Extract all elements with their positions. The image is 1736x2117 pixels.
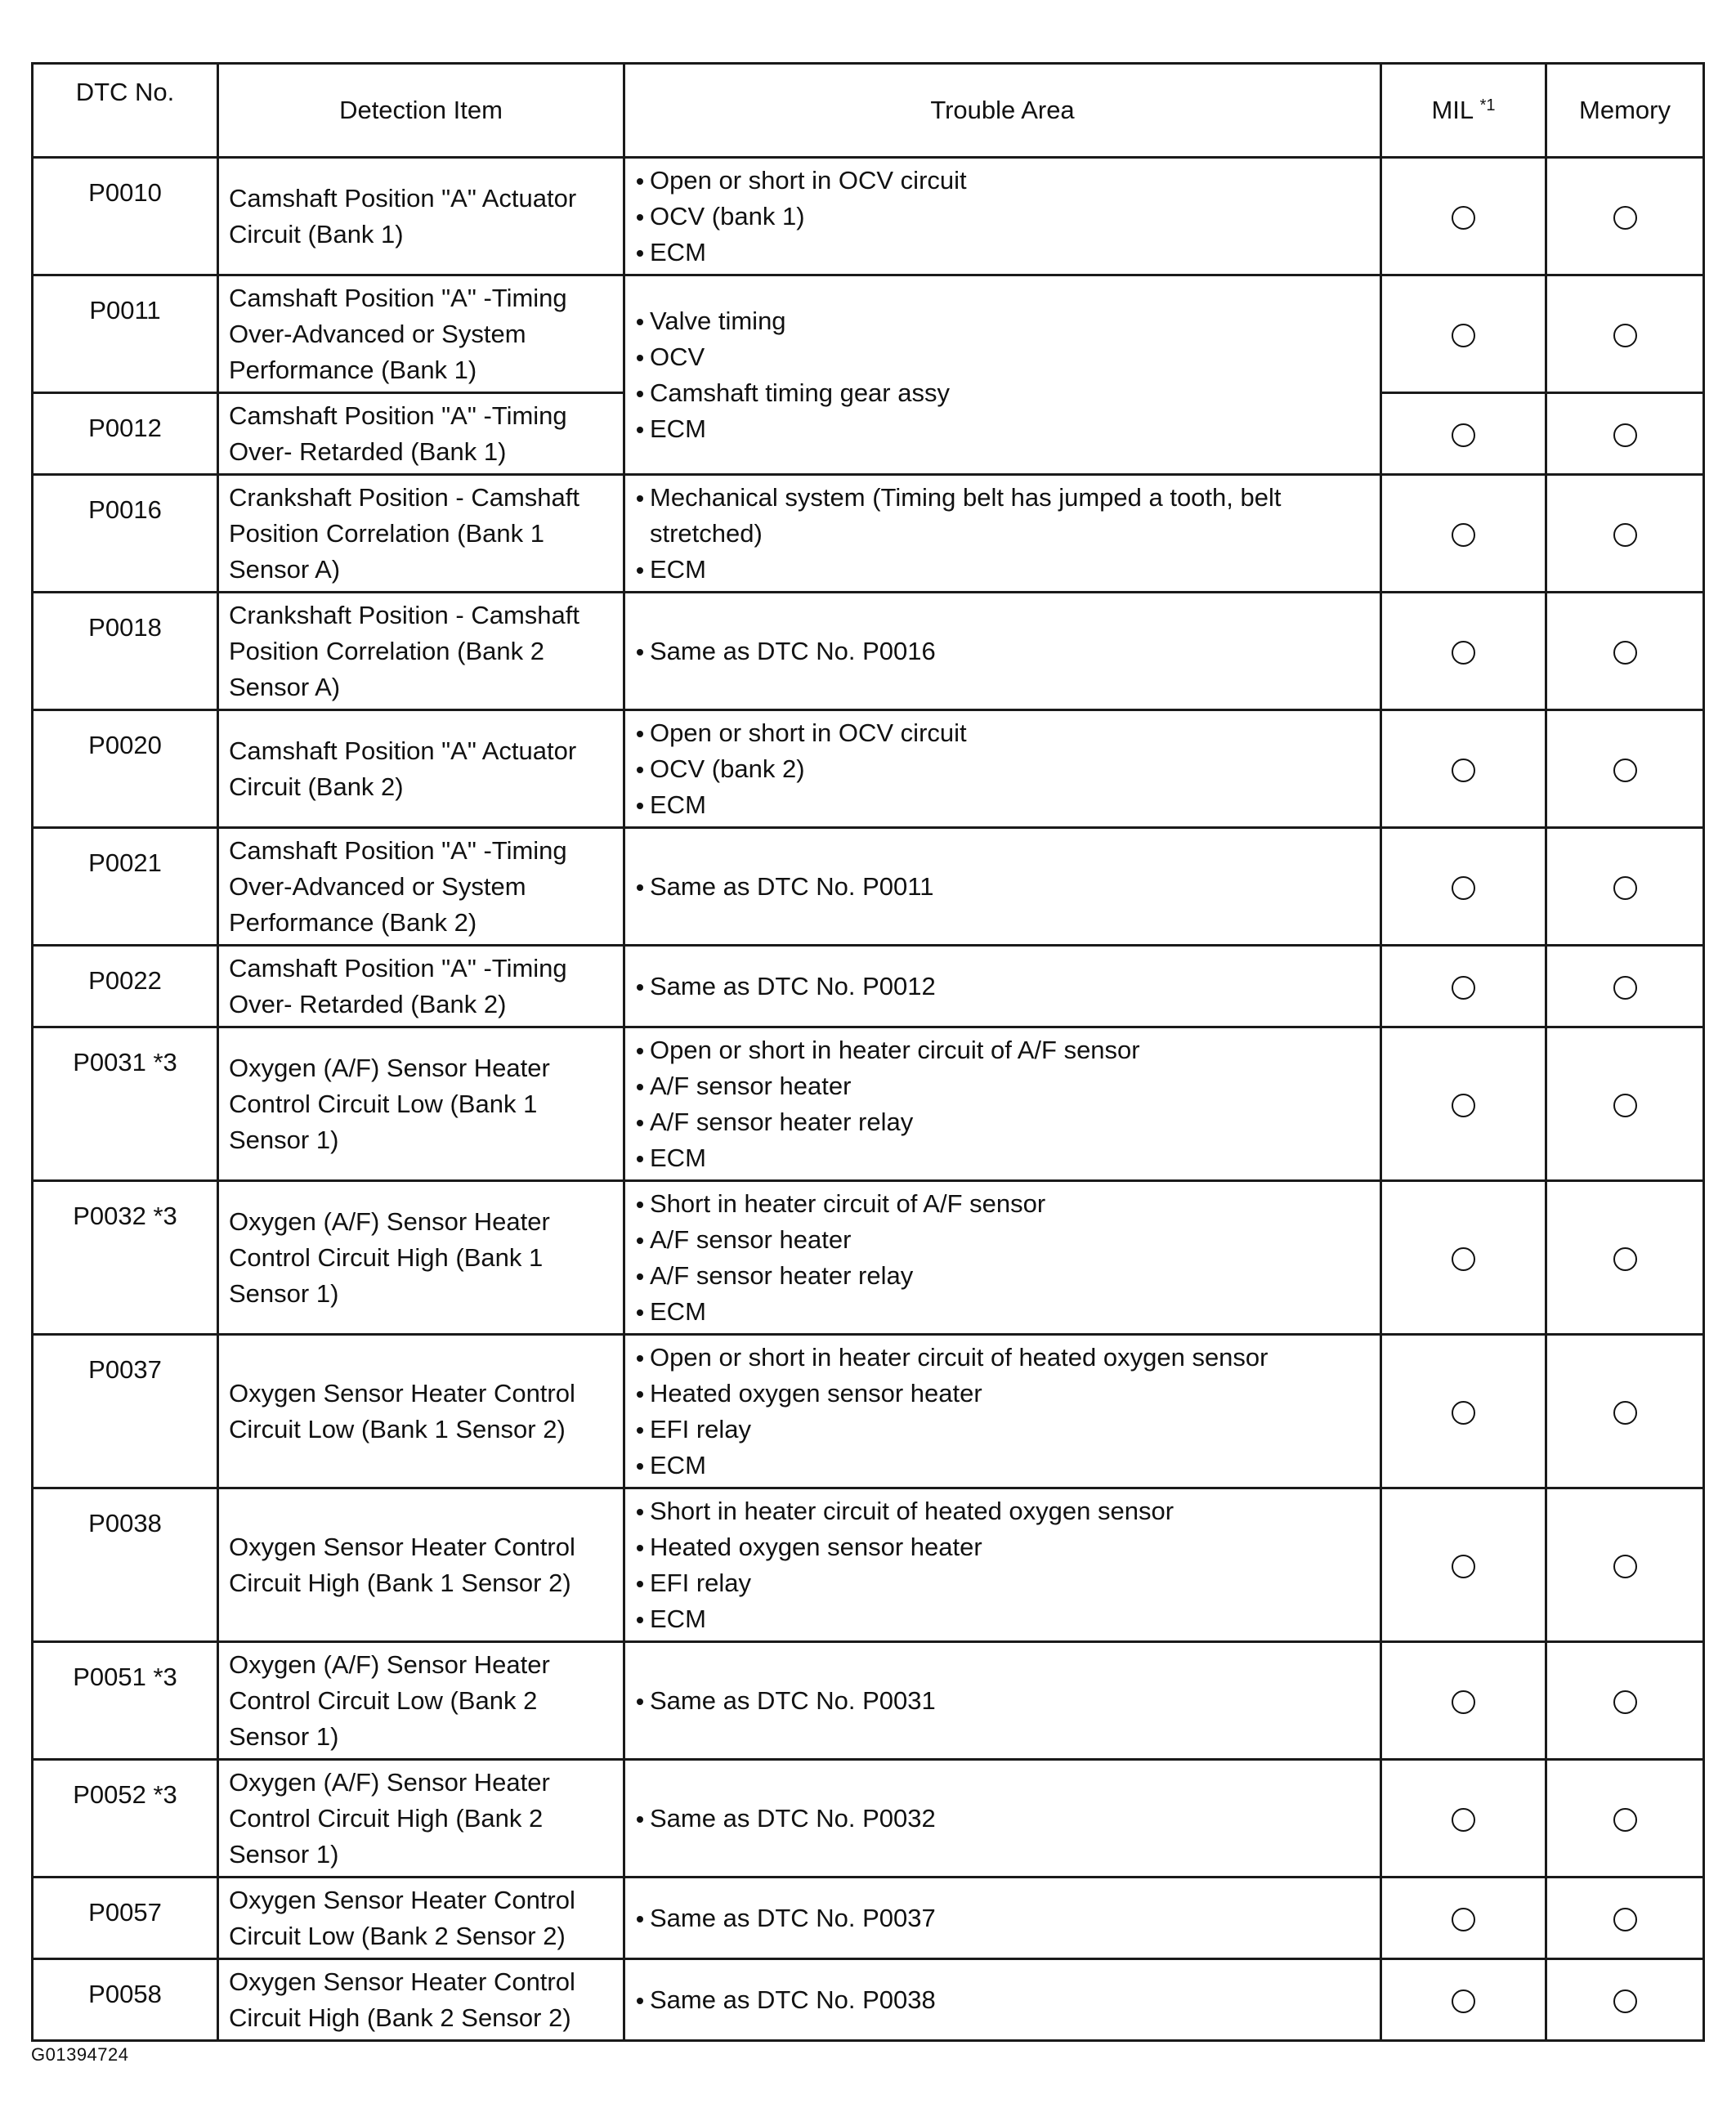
header-detection-item: Detection Item [218,64,624,158]
trouble-area-list [633,969,1371,1005]
trouble-area-item: Same as DTC No. P0012 [633,969,1371,1005]
mil-cell [1381,1027,1546,1181]
trouble-area-item: A/F sensor heater relay [633,1104,1371,1140]
trouble-area [624,1027,1381,1181]
trouble-area-item: EFI relay [633,1412,1371,1448]
header-mil [1381,64,1546,158]
detection-item: Camshaft Position "A" Actuator Circuit (Bank 1) [218,158,624,275]
memory-cell [1546,1181,1704,1335]
mil-cell [1381,1959,1546,2041]
detection-item: Camshaft Position "A" Actuator Circuit (Bank 2) [218,710,624,828]
table-row [33,1959,1704,2041]
trouble-area-item: Same as DTC No. P0031 [633,1683,1371,1719]
table-row [33,1878,1704,1959]
memory-cell [1546,393,1704,475]
detection-item: Oxygen (A/F) Sensor Heater Control Circuit High (Bank 2 Sensor 1) [218,1760,624,1878]
memory-circle-icon [1613,1094,1637,1117]
mil-cell [1381,1335,1546,1488]
trouble-area-list [633,1186,1371,1330]
trouble-area-item: OCV (bank 2) [633,751,1371,787]
trouble-area-item: Open or short in heater circuit of A/F sensor [633,1032,1371,1068]
dtc-code: P0020 [33,710,218,828]
memory-cell [1546,1642,1704,1760]
trouble-area [624,158,1381,275]
trouble-area-list [633,869,1371,905]
trouble-area [624,1959,1381,2041]
mil-cell [1381,275,1546,393]
mil-cell [1381,158,1546,275]
mil-circle-icon [1452,1908,1475,1931]
mil-cell [1381,1760,1546,1878]
trouble-area [624,946,1381,1027]
dtc-code: P0011 [33,275,218,393]
detection-item: Camshaft Position "A" -Timing Over- Retarded (Bank 2) [218,946,624,1027]
trouble-area-list [633,303,1371,447]
memory-circle-icon [1613,324,1637,347]
mil-cell [1381,593,1546,710]
memory-cell [1546,1760,1704,1878]
trouble-area-item: Open or short in OCV circuit [633,715,1371,751]
memory-circle-icon [1613,976,1637,1000]
mil-cell [1381,710,1546,828]
trouble-area-item: Open or short in OCV circuit [633,163,1371,199]
mil-circle-icon [1452,876,1475,900]
trouble-area-item: ECM [633,411,1371,447]
memory-cell [1546,1959,1704,2041]
detection-item: Camshaft Position "A" -Timing Over-Advanced or System Performance (Bank 2) [218,828,624,946]
trouble-area [624,1760,1381,1878]
dtc-code: P0018 [33,593,218,710]
trouble-area-item: A/F sensor heater [633,1222,1371,1258]
trouble-area [624,1488,1381,1642]
memory-circle-icon [1613,641,1637,665]
trouble-area-item: Same as DTC No. P0037 [633,1900,1371,1936]
trouble-area [624,828,1381,946]
mil-cell [1381,1488,1546,1642]
mil-circle-icon [1452,423,1475,447]
mil-circle-icon [1452,976,1475,1000]
mil-circle-icon [1452,1401,1475,1425]
trouble-area-list [633,1683,1371,1719]
mil-circle-icon [1452,1094,1475,1117]
detection-item: Crankshaft Position - Camshaft Position Correlation (Bank 2 Sensor A) [218,593,624,710]
mil-cell [1381,1642,1546,1760]
trouble-area-item: Short in heater circuit of A/F sensor [633,1186,1371,1222]
memory-circle-icon [1613,423,1637,447]
dtc-code: P0057 [33,1878,218,1959]
dtc-code: P0022 [33,946,218,1027]
dtc-code: P0010 [33,158,218,275]
mil-circle-icon [1452,1808,1475,1832]
memory-circle-icon [1613,759,1637,782]
trouble-area-item: A/F sensor heater [633,1068,1371,1104]
trouble-area-item: ECM [633,1294,1371,1330]
trouble-area [624,710,1381,828]
trouble-area-item: ECM [633,1601,1371,1637]
detection-item: Oxygen Sensor Heater Control Circuit High (Bank 2 Sensor 2) [218,1959,624,2041]
figure-id: G01394724 [31,2044,129,2065]
trouble-area-item: Mechanical system (Timing belt has jumped a tooth, belt stretched) [633,480,1371,552]
header-trouble-area: Trouble Area [624,64,1381,158]
trouble-area [624,1878,1381,1959]
trouble-area [624,1335,1381,1488]
memory-cell [1546,1878,1704,1959]
dtc-code: P0037 [33,1335,218,1488]
memory-circle-icon [1613,1989,1637,2013]
trouble-area-item: Heated oxygen sensor heater [633,1529,1371,1565]
detection-item: Oxygen (A/F) Sensor Heater Control Circuit Low (Bank 1 Sensor 1) [218,1027,624,1181]
trouble-area [624,1181,1381,1335]
memory-circle-icon [1613,876,1637,900]
memory-cell [1546,1335,1704,1488]
trouble-area-item: ECM [633,1448,1371,1484]
memory-circle-icon [1613,523,1637,547]
mil-cell [1381,475,1546,593]
mil-cell [1381,828,1546,946]
header-memory: Memory [1546,64,1704,158]
trouble-area-list [633,1982,1371,2018]
trouble-area-item: ECM [633,235,1371,271]
memory-cell [1546,275,1704,393]
detection-item: Oxygen (A/F) Sensor Heater Control Circuit Low (Bank 2 Sensor 1) [218,1642,624,1760]
detection-item: Camshaft Position "A" -Timing Over- Retarded (Bank 1) [218,393,624,475]
detection-item: Camshaft Position "A" -Timing Over-Advanced or System Performance (Bank 1) [218,275,624,393]
mil-circle-icon [1452,206,1475,230]
memory-circle-icon [1613,1908,1637,1931]
trouble-area-list [633,1900,1371,1936]
table-row [33,158,1704,275]
trouble-area-list [633,715,1371,823]
trouble-area-item: ECM [633,787,1371,823]
trouble-area [624,593,1381,710]
memory-circle-icon [1613,1808,1637,1832]
trouble-area-item: Same as DTC No. P0038 [633,1982,1371,2018]
trouble-area-list [633,633,1371,669]
trouble-area-list [633,480,1371,588]
dtc-code: P0016 [33,475,218,593]
trouble-area-list [633,1493,1371,1637]
trouble-area-list [633,1340,1371,1484]
mil-circle-icon [1452,523,1475,547]
detection-item: Crankshaft Position - Camshaft Position Correlation (Bank 1 Sensor A) [218,475,624,593]
detection-item: Oxygen Sensor Heater Control Circuit Low (Bank 1 Sensor 2) [218,1335,624,1488]
table-row [33,1642,1704,1760]
trouble-area-item: Same as DTC No. P0016 [633,633,1371,669]
mil-circle-icon [1452,1989,1475,2013]
dtc-code: P0031 *3 [33,1027,218,1181]
header-dtc-no: DTC No. [33,64,218,158]
header-mil-label: MIL [1431,96,1473,124]
trouble-area [624,275,1381,475]
memory-cell [1546,1488,1704,1642]
trouble-area [624,475,1381,593]
memory-cell [1546,828,1704,946]
trouble-area-list [633,1032,1371,1176]
dtc-code: P0032 *3 [33,1181,218,1335]
memory-cell [1546,1027,1704,1181]
trouble-area-item: OCV (bank 1) [633,199,1371,235]
detection-item: Oxygen Sensor Heater Control Circuit Low (Bank 2 Sensor 2) [218,1878,624,1959]
dtc-code: P0058 [33,1959,218,2041]
memory-cell [1546,593,1704,710]
mil-circle-icon [1452,1555,1475,1578]
table-row [33,593,1704,710]
mil-circle-icon [1452,759,1475,782]
memory-circle-icon [1613,206,1637,230]
trouble-area-item: A/F sensor heater relay [633,1258,1371,1294]
trouble-area-item: Same as DTC No. P0011 [633,869,1371,905]
dtc-code: P0021 [33,828,218,946]
mil-cell [1381,393,1546,475]
trouble-area-item: ECM [633,552,1371,588]
trouble-area [624,1642,1381,1760]
mil-circle-icon [1452,324,1475,347]
dtc-table [31,62,1705,2042]
table-body [33,158,1704,2041]
trouble-area-item: Short in heater circuit of heated oxygen sensor [633,1493,1371,1529]
table-row [33,828,1704,946]
trouble-area-list [633,163,1371,271]
trouble-area-item: EFI relay [633,1565,1371,1601]
header-mil-note: *1 [1479,96,1496,114]
memory-circle-icon [1613,1247,1637,1271]
trouble-area-item: OCV [633,339,1371,375]
detection-item: Oxygen Sensor Heater Control Circuit High (Bank 1 Sensor 2) [218,1488,624,1642]
table-row [33,475,1704,593]
memory-cell [1546,710,1704,828]
mil-cell [1381,1878,1546,1959]
table-row [33,946,1704,1027]
mil-cell [1381,946,1546,1027]
trouble-area-item: Same as DTC No. P0032 [633,1801,1371,1837]
trouble-area-item: ECM [633,1140,1371,1176]
table-row [33,1181,1704,1335]
memory-cell [1546,946,1704,1027]
trouble-area-item: Heated oxygen sensor heater [633,1376,1371,1412]
dtc-code: P0051 *3 [33,1642,218,1760]
memory-cell [1546,475,1704,593]
table-row [33,1488,1704,1642]
memory-circle-icon [1613,1555,1637,1578]
trouble-area-item: Open or short in heater circuit of heated oxygen sensor [633,1340,1371,1376]
mil-circle-icon [1452,1247,1475,1271]
mil-cell [1381,1181,1546,1335]
trouble-area-item: Camshaft timing gear assy [633,375,1371,411]
memory-cell [1546,158,1704,275]
table-row [33,1027,1704,1181]
table-row [33,1335,1704,1488]
table-row [33,710,1704,828]
mil-circle-icon [1452,1690,1475,1714]
memory-circle-icon [1613,1401,1637,1425]
table-row [33,275,1704,393]
dtc-code: P0038 [33,1488,218,1642]
trouble-area-list [633,1801,1371,1837]
table-header-row [33,64,1704,158]
trouble-area-item: Valve timing [633,303,1371,339]
table-row [33,1760,1704,1878]
mil-circle-icon [1452,641,1475,665]
memory-circle-icon [1613,1690,1637,1714]
dtc-code: P0012 [33,393,218,475]
dtc-code: P0052 *3 [33,1760,218,1878]
detection-item: Oxygen (A/F) Sensor Heater Control Circuit High (Bank 1 Sensor 1) [218,1181,624,1335]
